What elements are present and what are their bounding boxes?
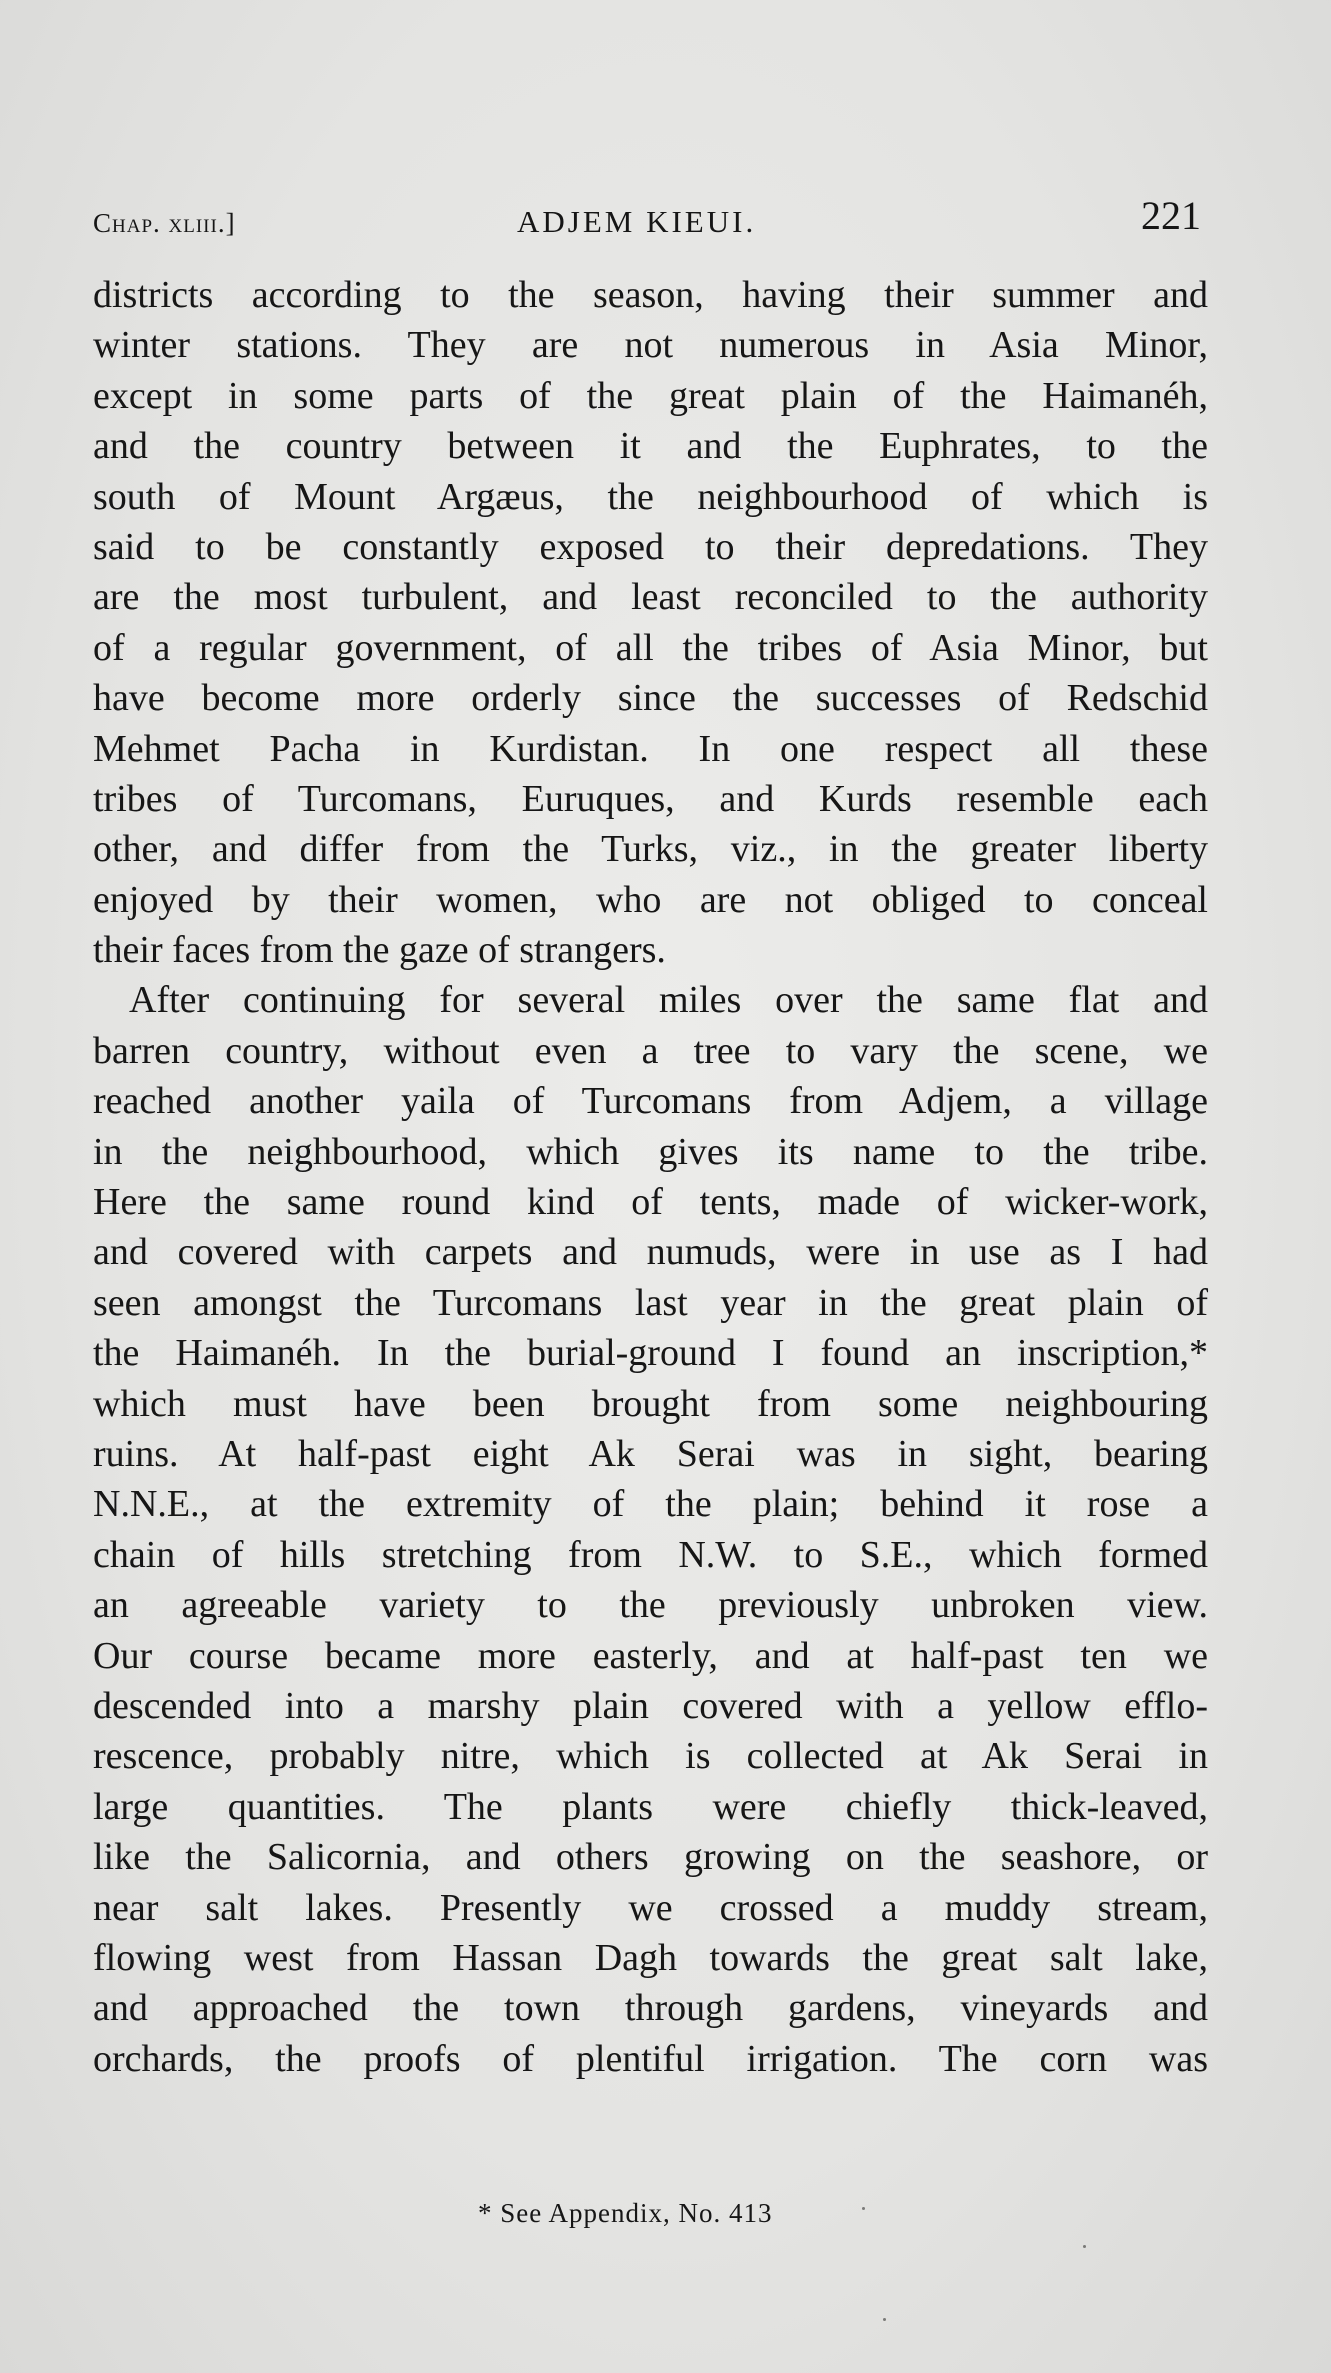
running-title: ADJEM KIEUI. [517,204,757,239]
text-line: and the country between it and the Euphrates, to the [93,425,1208,468]
text-line: barren country, without even a tree to vary the scene, we [93,1029,1208,1072]
paper-speck [862,2207,865,2210]
paper-speck [1083,2245,1086,2248]
text-line: tribes of Turcomans, Euruques, and Kurds resemble each [93,777,1208,820]
text-line: seen amongst the Turcomans last year in the great plain of [93,1281,1208,1324]
text-line: Mehmet Pacha in Kurdistan. In one respect all these [93,727,1208,770]
text-line: After continuing for several miles over the same flat and [129,979,1208,1022]
text-line: rescence, probably nitre, which is collected at Ak Serai in [93,1735,1208,1778]
chapter-label: Chap. xliii.] [93,208,236,238]
text-line: like the Salicornia, and others growing on the seashore, or [93,1836,1208,1879]
text-line: enjoyed by their women, who are not obliged to conceal [93,878,1208,921]
running-head [93,188,1201,248]
text-line: Our course became more easterly, and at half-past ten we [93,1634,1208,1677]
text-line: the Haimanéh. In the burial-ground I found an inscription,* [93,1332,1208,1375]
body-text [93,270,1208,2084]
text-line: N.N.E., at the extremity of the plain; behind it rose a [93,1483,1208,1526]
text-line: flowing west from Hassan Dagh towards the great salt lake, [93,1936,1208,1979]
text-line: south of Mount Argæus, the neighbourhood of which is [93,475,1208,518]
text-line: orchards, the proofs of plentiful irrigation. The corn was [93,2037,1208,2080]
text-line: Here the same round kind of tents, made of wicker-work, [93,1181,1208,1224]
text-line: except in some parts of the great plain of the Haimanéh, [93,374,1208,417]
paragraph-1 [93,270,1208,975]
text-line: large quantities. The plants were chiefly thick-leaved, [93,1785,1208,1828]
text-line: of a regular government, of all the tribes of Asia Minor, but [93,626,1208,669]
text-line: in the neighbourhood, which gives its name to the tribe. [93,1130,1208,1173]
text-line: their faces from the gaze of strangers. [93,929,666,972]
text-line: are the most turbulent, and least reconciled to the authority [93,576,1208,619]
text-line: winter stations. They are not numerous in Asia Minor, [93,324,1208,367]
footnote: * See Appendix, No. 413 [478,2198,773,2228]
text-line: other, and differ from the Turks, viz., in the greater liberty [93,828,1208,871]
text-line: and covered with carpets and numuds, were in use as I had [93,1231,1208,1274]
text-line: and approached the town through gardens, vineyards and [93,1987,1208,2030]
text-line: chain of hills stretching from N.W. to S.E., which formed [93,1533,1208,1576]
text-line: reached another yaila of Turcomans from Adjem, a village [93,1080,1208,1123]
text-line: said to be constantly exposed to their depredations. They [93,525,1208,568]
text-line: have become more orderly since the successes of Redschid [93,677,1208,720]
page-number: 221 [1141,193,1201,238]
text-line: ruins. At half-past eight Ak Serai was in sight, bearing [93,1432,1208,1475]
text-line: descended into a marshy plain covered with a yellow efflo- [93,1684,1208,1727]
text-line: districts according to the season, having their summer and [93,274,1208,316]
text-line: near salt lakes. Presently we crossed a muddy stream, [93,1886,1208,1929]
paper-speck [883,2318,886,2321]
paragraph-2 [93,975,1208,2084]
text-line: which must have been brought from some neighbouring [93,1382,1208,1425]
text-line: an agreeable variety to the previously unbroken view. [93,1584,1208,1627]
